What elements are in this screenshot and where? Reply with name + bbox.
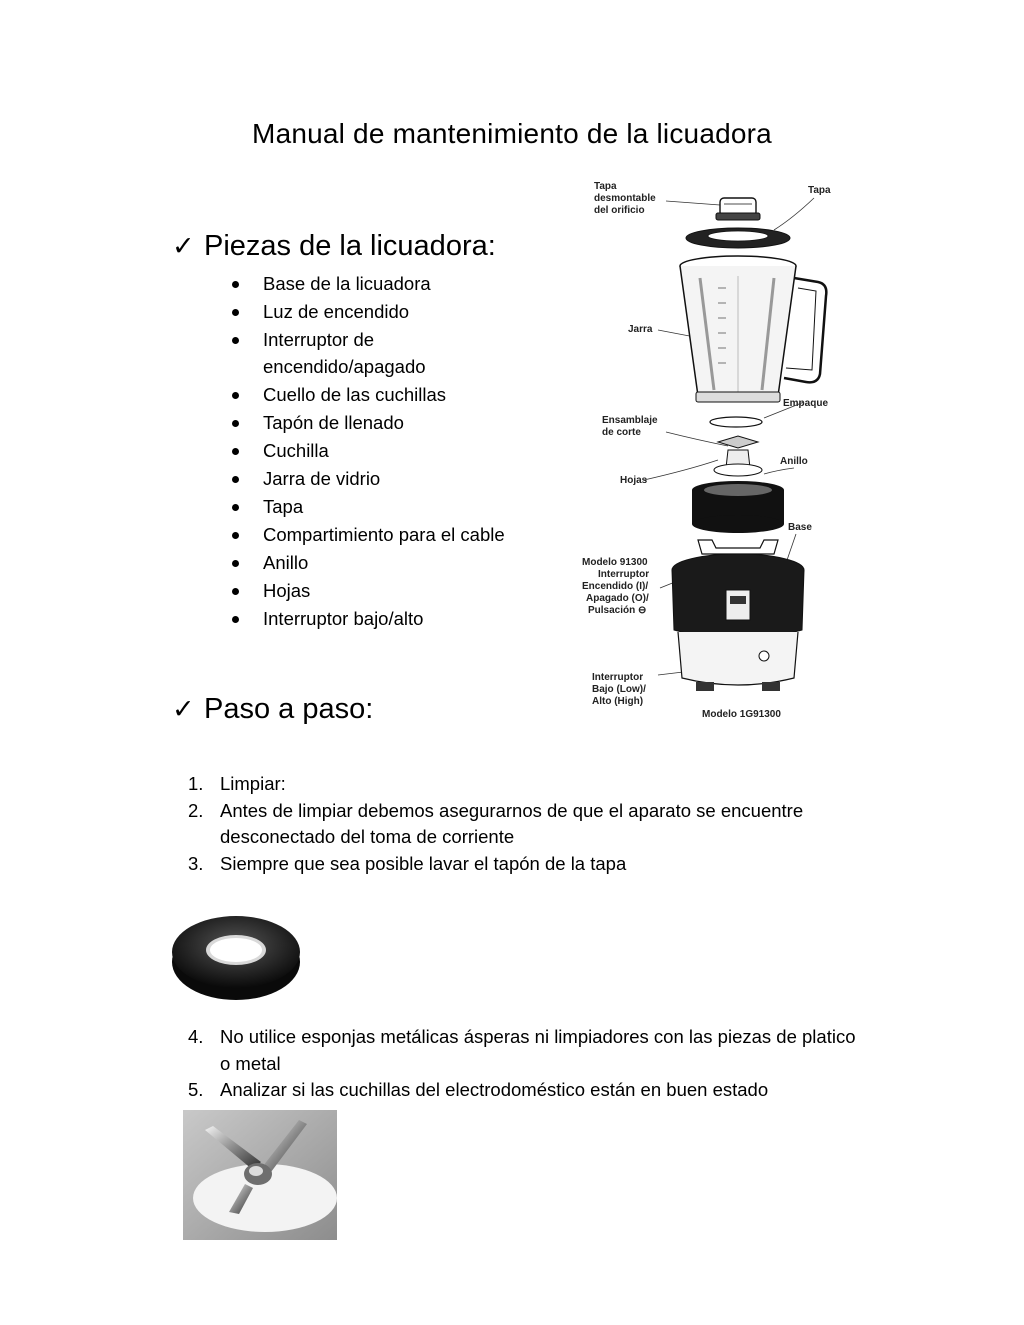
lid-shape [686,228,790,248]
list-item: Hojas [228,578,548,605]
list-item: Luz de encendido [228,299,548,326]
motor-base-shape [672,540,804,691]
bullet-icon [232,532,239,539]
parts-heading-text: Piezas de la licuadora: [204,230,496,262]
list-item: Tapa [228,494,548,521]
label-base: Base [788,522,812,533]
bullet-icon [232,448,239,455]
bullet-icon [232,337,239,344]
blade-photo [183,1110,337,1240]
bullet-icon [232,392,239,399]
label-interruptor-3: Alto (High) [592,696,644,707]
list-item: Interruptor de encendido/apagado [228,327,433,380]
list-item: Cuello de las cuchillas [228,382,548,409]
label-empaque: Empaque [783,398,829,409]
label-interruptor-2: Bajo (Low)/ [592,684,646,695]
checkmark-icon: ✓ [172,231,195,261]
label-anillo: Anillo [780,456,808,467]
list-item: Cuchilla [228,438,548,465]
parts-list [228,271,548,634]
label-hojas: Hojas [620,475,648,486]
list-item: Anillo [228,550,548,577]
list-item: Base de la licuadora [228,271,548,298]
list-item: Tapón de llenado [228,410,548,437]
bullet-icon [232,476,239,483]
label-jarra: Jarra [628,324,653,335]
label-ensamblaje-1: Ensamblaje [602,415,658,426]
lid-cap-shape [716,198,760,220]
label-tapa: Tapa [808,185,831,196]
label-tapa-desmontable-3: del orificio [594,205,645,216]
bullet-icon [232,616,239,623]
label-ensamblaje-2: de corte [602,427,641,438]
page-title: Manual de mantenimiento de la licuadora [252,118,772,149]
list-item: 2. Antes de limpiar debemos asegurarnos de que el aparato se encuentre desconectado del toma de corriente [188,799,804,847]
label-modelo-2: Interruptor [598,569,650,580]
bullet-icon [232,504,239,511]
steps-heading [172,693,373,726]
ring-shape [692,481,784,533]
label-modelo-4: Apagado (O)/ [586,593,649,604]
checkmark-icon: ✓ [172,694,195,724]
bullet-icon [232,281,239,288]
blade-shape [714,436,762,476]
bullet-icon [232,420,239,427]
bullet-icon [232,588,239,595]
list-item: 4. No utilice esponjas metálicas ásperas ni limpiadores con las piezas de platico o metal [188,1026,856,1074]
list-item: Compartimiento para el cable [228,522,548,549]
bullet-icon [232,309,239,316]
list-item: 5. Analizar si las cuchillas del electrodoméstico están en buen estado [188,1079,769,1100]
ring-photo [166,906,306,1006]
label-modelo-3: Encendido (I)/ [582,581,649,592]
label-tapa-desmontable-2: desmontable [594,193,656,204]
list-item: Interruptor bajo/alto [228,606,548,633]
label-modelo-1: Modelo 91300 [582,557,648,568]
steps-heading-text: Paso a paso: [204,693,374,725]
label-modelo-5: Pulsación ⊖ [588,605,647,616]
list-item: Jarra de vidrio [228,466,548,493]
label-modelo-bottom: Modelo 1G91300 [702,709,781,720]
steps-list-1 [188,771,828,877]
steps-list-2 [188,1024,863,1104]
blender-diagram [578,178,848,723]
jar-shape [680,256,826,402]
label-tapa-desmontable-1: Tapa [594,181,617,192]
list-item: 1. Limpiar: [188,773,286,794]
parts-heading [172,230,496,263]
bullet-icon [232,560,239,567]
list-item: 3. Siempre que sea posible lavar el tapón de la tapa [188,852,627,874]
label-interruptor-1: Interruptor [592,672,644,683]
gasket-shape [710,417,762,427]
